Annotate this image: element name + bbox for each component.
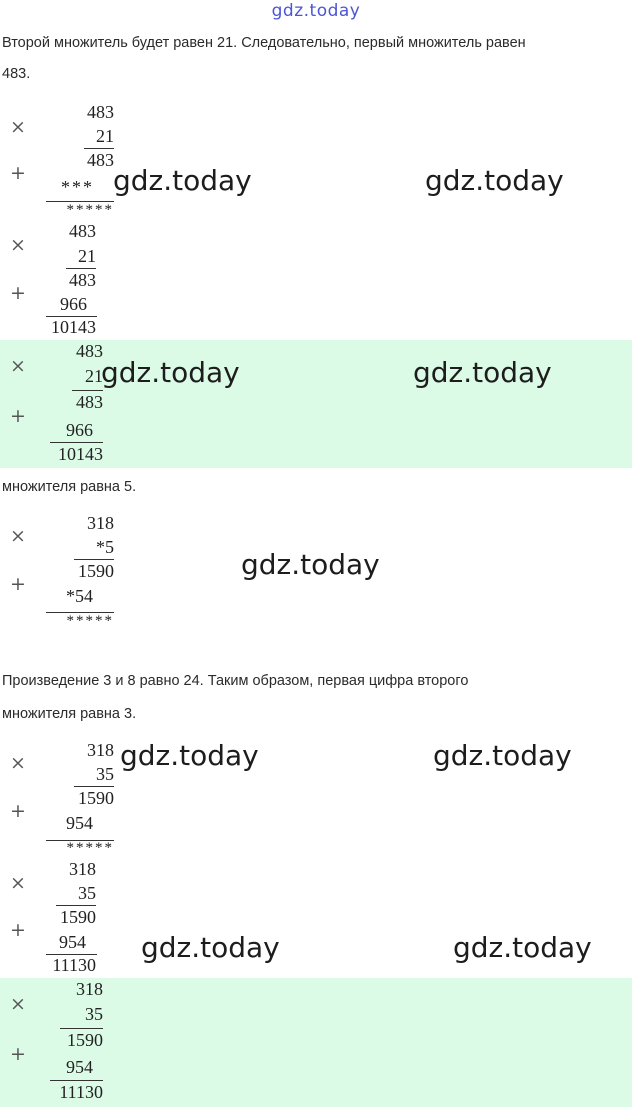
rule — [72, 390, 103, 391]
partial-product: *54 — [66, 586, 93, 606]
rule — [50, 1080, 103, 1081]
plus-sign: + — [10, 282, 26, 304]
partial-product: 483 — [87, 150, 114, 170]
watermark-text: gdz.today — [433, 739, 572, 772]
plus-sign: + — [10, 800, 26, 822]
plus-sign: + — [10, 162, 26, 184]
watermark-text: gdz.today — [120, 739, 259, 772]
product: ***** — [66, 202, 114, 218]
partial-product: 954 — [66, 1057, 93, 1077]
watermark-text: gdz.today — [413, 356, 552, 389]
multiplier: *5 — [96, 537, 114, 557]
rule — [84, 148, 114, 149]
multiplication-block — [0, 220, 140, 338]
product: ***** — [66, 840, 114, 856]
multiplication-block — [0, 978, 140, 1107]
product: 11130 — [52, 955, 96, 975]
partial-product: 954 — [66, 813, 93, 833]
product: 10143 — [51, 317, 96, 337]
rule — [74, 559, 114, 560]
partial-product: 954 — [59, 932, 86, 952]
watermark-text: gdz.today — [101, 356, 240, 389]
multiplication-block — [0, 100, 140, 218]
multiplier: 21 — [78, 246, 96, 266]
multiplier: 35 — [85, 1004, 103, 1024]
multiplicand: 318 — [87, 740, 114, 760]
partial-product: 1590 — [67, 1030, 103, 1050]
partial-product: 966 — [60, 294, 87, 314]
partial-product: 966 — [66, 420, 93, 440]
partial-product: 483 — [76, 392, 103, 412]
site-watermark: gdz.today — [271, 1, 361, 21]
paragraph-line: множителя равна 3. — [2, 706, 137, 722]
multiplier: 21 — [85, 366, 103, 386]
product: ***** — [66, 613, 114, 629]
plus-sign: + — [10, 405, 26, 427]
plus-sign: + — [10, 919, 26, 941]
multiplication-block — [0, 511, 140, 629]
partial-product: 1590 — [78, 788, 114, 808]
multiplication-block — [0, 738, 140, 856]
times-sign: × — [10, 355, 26, 377]
rule — [74, 786, 114, 787]
watermark-text: gdz.today — [453, 931, 592, 964]
times-sign: × — [10, 752, 26, 774]
plus-sign: + — [10, 573, 26, 595]
multiplier: 21 — [96, 126, 114, 146]
times-sign: × — [10, 525, 26, 547]
watermark-text: gdz.today — [113, 164, 252, 197]
watermark-text: gdz.today — [141, 931, 280, 964]
paragraph-line: Второй множитель будет равен 21. Следовательно, первый множитель равен — [2, 35, 526, 51]
rule — [66, 268, 96, 269]
multiplier: 35 — [96, 764, 114, 784]
multiplicand: 318 — [87, 513, 114, 533]
multiplicand: 483 — [76, 341, 103, 361]
partial-product: 1590 — [60, 907, 96, 927]
paragraph-line: Произведение 3 и 8 равно 24. Таким образом, первая цифра второго — [2, 673, 469, 689]
multiplicand: 318 — [76, 979, 103, 999]
rule — [56, 905, 96, 906]
multiplicand: 483 — [69, 221, 96, 241]
watermark-text: gdz.today — [425, 164, 564, 197]
multiplicand: 318 — [69, 859, 96, 879]
times-sign: × — [10, 872, 26, 894]
multiplication-block — [0, 857, 140, 977]
partial-product: 1590 — [78, 561, 114, 581]
paragraph-line: множителя равна 5. — [2, 479, 137, 495]
multiplier: 35 — [78, 883, 96, 903]
times-sign: × — [10, 993, 26, 1015]
partial-product: 483 — [69, 270, 96, 290]
times-sign: × — [10, 116, 26, 138]
times-sign: × — [10, 234, 26, 256]
partial-product: *** — [61, 177, 94, 197]
watermark-text: gdz.today — [241, 548, 380, 581]
multiplicand: 483 — [87, 102, 114, 122]
paragraph-line: 483. — [2, 66, 31, 82]
plus-sign: + — [10, 1043, 26, 1065]
rule — [50, 442, 103, 443]
rule — [60, 1028, 103, 1029]
product: 11130 — [59, 1082, 103, 1102]
product: 10143 — [58, 444, 103, 464]
